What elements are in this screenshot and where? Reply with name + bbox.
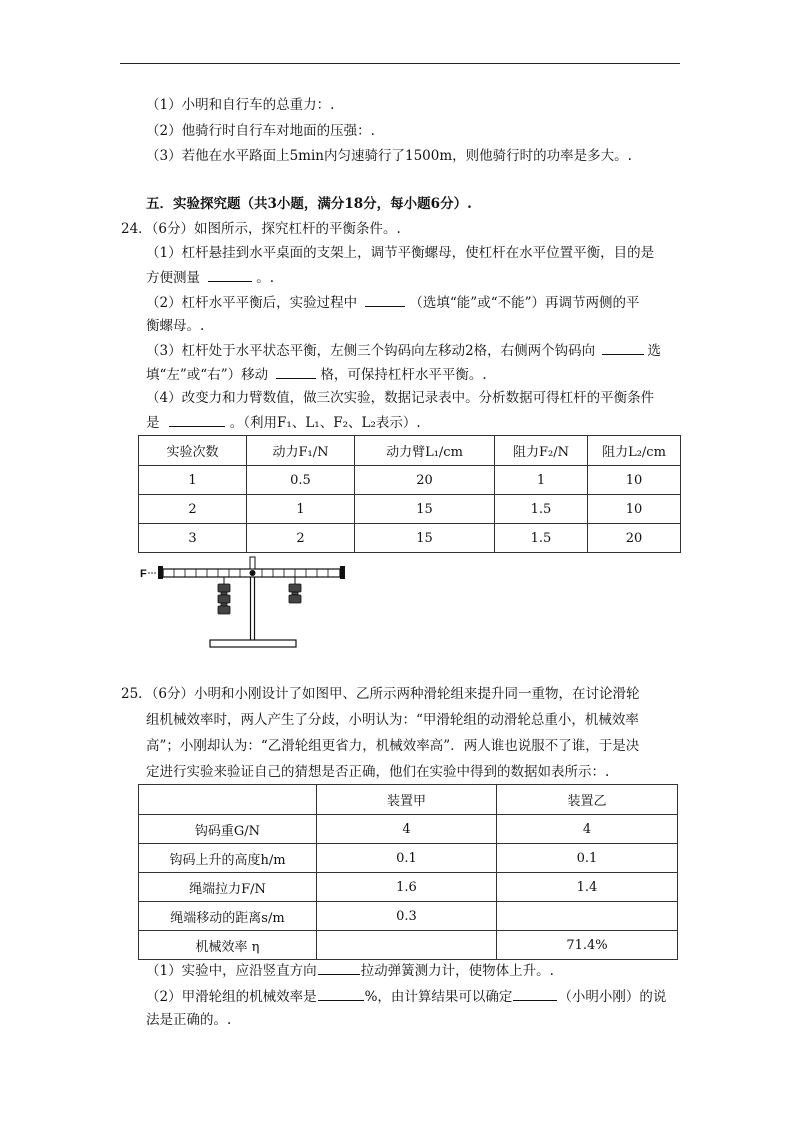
table-cell: 钩码上升的高度h/m [139, 844, 317, 873]
q24-p1-text-post: 。. [256, 270, 275, 286]
table-cell: 0.5 [247, 466, 355, 495]
q24-p3-line1 [146, 340, 661, 361]
q25-answer-blank-3[interactable] [513, 986, 557, 1001]
table-cell: 1 [247, 495, 355, 524]
part4-q1: （1）小明和自行车的总重力：. [146, 97, 335, 113]
q24-p3-text-pre: （3）杠杆处于水平状态平衡，左侧三个钩码向左移动2格，右侧两个钩码向 [146, 343, 596, 359]
table-cell: 4 [497, 815, 678, 844]
table-row [139, 815, 678, 844]
q24-stem: 24．（6分）如图所示，探究杠杆的平衡条件。. [121, 221, 401, 237]
lever-figure [138, 552, 360, 652]
table-cell: 绳端拉力F/N [139, 873, 317, 902]
q24-answer-blank-5[interactable] [169, 412, 225, 427]
q24-p4-text-pre: 是 [146, 415, 160, 431]
q25-s1-post: 拉动弹簧测力计，使物体上升。. [360, 963, 554, 979]
table-cell: 1.6 [317, 873, 497, 902]
table-cell: 1 [139, 466, 247, 495]
table-header-cell: 装置乙 [497, 785, 678, 815]
table-header-cell: 装置甲 [317, 785, 497, 815]
table-cell: 0.3 [317, 902, 497, 931]
table-cell: 2 [139, 495, 247, 524]
q25-line1: 25．（6分）小明和小刚设计了如图甲、乙所示两种滑轮组来提升同一重物，在讨论滑轮 [121, 686, 640, 702]
table-cell: 20 [355, 466, 495, 495]
q25-line4: 定进行实验来验证自己的猜想是否正确，他们在实验中得到的数据如表所示：. [146, 764, 610, 780]
q25-line2: 组机械效率时，两人产生了分歧，小明认为：“甲滑轮组的动滑轮总重小，机械效率 [146, 712, 639, 728]
table-cell: 0.1 [317, 844, 497, 873]
table-row [139, 931, 678, 960]
table-cell [317, 931, 497, 960]
pivot-point [250, 570, 256, 576]
table-cell: 15 [355, 524, 495, 553]
table-cell: 钩码重G/N [139, 815, 317, 844]
table-cell: 3 [139, 524, 247, 553]
table-cell: 15 [355, 495, 495, 524]
table-header-cell: 动力F₁/N [247, 436, 355, 466]
right-weights [289, 584, 301, 603]
table-row [139, 873, 678, 902]
q25-s2-post: （小明小刚）的说 [558, 989, 667, 1005]
q24-p4-line2 [146, 412, 421, 433]
q25-answer-blank-2[interactable] [318, 986, 364, 1001]
section5-title: 五．实验探究题（共3小题，满分18分，每小题6分）. [146, 196, 472, 212]
q24-p1-line1: （1）杠杆悬挂到水平桌面的支架上，调节平衡螺母，使杠杆在水平位置平衡，目的是 [146, 245, 655, 261]
table-header-cell: 阻力L₂/cm [588, 436, 681, 466]
q24-p3-text-post: 选 [647, 343, 661, 359]
table-row [139, 524, 681, 553]
table-header-cell: 动力臂L₁/cm [355, 436, 495, 466]
table-cell: 1.4 [497, 873, 678, 902]
q25-s2-line1 [146, 986, 666, 1007]
q24-p2-text-pre: （2）杠杆水平平衡后，实验过程中 [146, 295, 358, 311]
q24-p3-line2-post: 格，可保持杠杆水平平衡。. [320, 367, 487, 383]
table-row [139, 495, 681, 524]
table-cell: 10 [588, 495, 681, 524]
q24-data-table [138, 435, 681, 553]
table-cell: 20 [588, 524, 681, 553]
table-row [139, 902, 678, 931]
q24-answer-blank-4[interactable] [276, 364, 316, 379]
q25-answer-blank-1[interactable] [318, 960, 360, 975]
q25-s1 [146, 960, 554, 981]
q24-answer-blank-3[interactable] [602, 340, 644, 355]
table-row [139, 466, 681, 495]
q25-s2-mid: %，由计算结果可以确定 [364, 989, 513, 1005]
q24-p2-line2: 衡螺母。. [146, 318, 205, 334]
table-header-cell [139, 785, 317, 815]
right-balance-nut [340, 566, 345, 579]
table-cell: 1.5 [495, 524, 588, 553]
q24-p1-line2 [146, 267, 274, 288]
q24-p3-line2-pre: 填“左”或“右”）移动 [146, 367, 269, 383]
q24-answer-blank-1[interactable] [208, 267, 252, 282]
table-cell: 10 [588, 466, 681, 495]
part4-q2: （2）他骑行时自行车对地面的压强：. [146, 123, 375, 139]
table-cell: 71.4% [497, 931, 678, 960]
table-header-row [139, 785, 678, 815]
stand-base [210, 640, 296, 647]
q24-p2-text-post: （选填“能”或“不能”）再调节两侧的平 [409, 295, 640, 311]
q24-answer-blank-2[interactable] [365, 292, 405, 307]
left-weights [218, 584, 230, 614]
table-row [139, 844, 678, 873]
q25-line3: 高”；小刚却认为：“乙滑轮组更省力，机械效率高”．两人谁也说服不了谁，于是决 [146, 738, 640, 754]
q25-s2-line2: 法是正确的。. [146, 1012, 232, 1028]
table-cell: 机械效率 η [139, 931, 317, 960]
table-cell: 1.5 [495, 495, 588, 524]
q24-p3-line2 [146, 364, 487, 385]
q24-p4-line1: （4）改变力和力臂数值，做三次实验，数据记录表中。分析数据可得杠杆的平衡条件 [146, 390, 655, 406]
table-header-row [139, 436, 681, 466]
table-cell: 2 [247, 524, 355, 553]
q25-data-table [138, 784, 678, 960]
part4-q3: （3）若他在水平路面上5min内匀速骑行了1500m，则他骑行时的功率是多大。. [146, 148, 632, 164]
force-label: F [140, 568, 147, 580]
table-header-cell: 实验次数 [139, 436, 247, 466]
q24-p4-text-post: 。（利用F₁、L₁、F₂、L₂表示）. [229, 415, 421, 431]
q24-p1-text-pre: 方便测量 [146, 270, 200, 286]
stand-top [250, 557, 255, 569]
table-cell: 1 [495, 466, 588, 495]
left-balance-nut [158, 566, 163, 579]
table-cell [497, 902, 678, 931]
header-rule [120, 63, 680, 64]
q25-s2-pre: （2）甲滑轮组的机械效率是 [146, 989, 317, 1005]
q24-p2-line1 [146, 292, 640, 313]
table-cell: 4 [317, 815, 497, 844]
table-cell: 0.1 [497, 844, 678, 873]
q25-s1-pre: （1）实验中，应沿竖直方向 [146, 963, 317, 979]
table-header-cell: 阻力F₂/N [495, 436, 588, 466]
table-cell: 绳端移动的距离s/m [139, 902, 317, 931]
